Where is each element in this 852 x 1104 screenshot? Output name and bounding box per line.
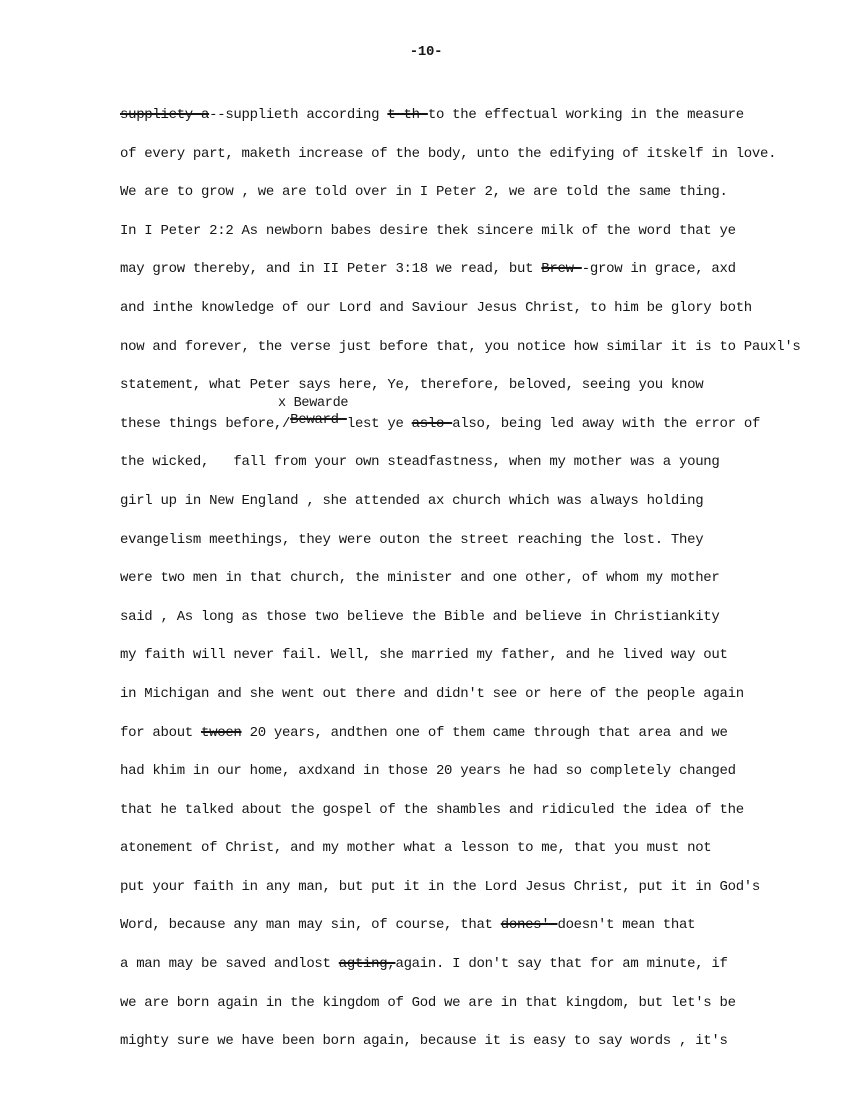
- text-line: [120, 96, 830, 135]
- text-segment: of every part, maketh increase of the body, unto the edifying of itskelf in love.: [120, 145, 777, 162]
- struck-text-segment: dones'-: [500, 917, 558, 934]
- text-segment: that he talked about the gospel of the shambles and ridiculed the idea of the: [120, 801, 744, 818]
- text-segment: were two men in that church, the minister and one other, of whom my mother: [120, 570, 720, 587]
- text-segment: and inthe knowledge of our Lord and Saviour Jesus Christ, to him be glory both: [120, 299, 752, 316]
- struck-text-segment: Brew-: [541, 261, 582, 278]
- struck-text-segment: twoen: [201, 724, 242, 741]
- struck-text-segment: t-th-: [387, 107, 428, 123]
- text-line: [120, 1022, 830, 1061]
- text-segment: my faith will never fail. Well, she married my father, and he lived way out: [120, 647, 728, 664]
- text-line: [120, 289, 830, 328]
- text-line: [120, 521, 830, 560]
- text-line: [120, 984, 830, 1023]
- text-segment: -grow in grace, axd: [581, 261, 736, 278]
- text-segment: now and forever, the verse just before that, you notice how similar it is to Pauxl's: [120, 338, 801, 355]
- text-segment: for about: [120, 724, 202, 741]
- text-segment: mighty sure we have been born again, because it is easy to say words , it's: [120, 1033, 728, 1050]
- text-line: [120, 752, 830, 791]
- text-segment: Word, because any man may sin, of course, that: [120, 917, 501, 934]
- page-number: -10-: [409, 44, 443, 60]
- text-segment: atonement of Christ, and my mother what a lesson to me, that you must not: [120, 840, 712, 857]
- text-line: [120, 482, 830, 521]
- text-segment: 20 years, andthen one of them came through that area and we: [241, 724, 728, 741]
- text-line: [120, 598, 830, 637]
- struck-text-segment: aslo-: [411, 415, 453, 432]
- text-line: [120, 791, 830, 830]
- text-line: [120, 675, 830, 714]
- struck-text-segment: agting,: [338, 956, 396, 973]
- text-line: [120, 443, 830, 482]
- text-segment: in Michigan and she went out there and didn't see or here of the people again: [120, 685, 744, 702]
- text-segment: the wicked, fall from your own steadfastness, when my mother was a young: [120, 454, 720, 471]
- text-segment: said , As long as those two believe the Bible and believe in Christiankity: [120, 608, 720, 625]
- text-line: [120, 212, 830, 251]
- text-segment: put your faith in any man, but put it in the Lord Jesus Christ, put it in God's: [120, 878, 761, 895]
- text-line: [120, 636, 830, 675]
- text-segment: we are born again in the kingdom of God we are in that kingdom, but let's be: [120, 994, 736, 1011]
- text-segment: to the effectual working in the measure: [427, 107, 744, 123]
- text-line: [120, 829, 830, 868]
- text-line: [120, 714, 830, 753]
- text-segment: may grow thereby, and in II Peter 3:18 we read, but: [120, 261, 542, 278]
- text-line: [120, 135, 830, 174]
- struck-text-segment: Beward-: [290, 411, 347, 428]
- text-line: [120, 559, 830, 598]
- text-segment: In I Peter 2:2 As newborn babes desire thek sincere milk of the word that ye: [120, 222, 736, 239]
- text-segment: again. I don't say that for am minute, if: [395, 956, 728, 973]
- text-line: [120, 906, 830, 945]
- text-segment: --supplieth according: [209, 107, 388, 123]
- text-segment: a man may be saved andlost: [120, 956, 339, 973]
- text-line: [120, 250, 830, 289]
- text-segment: lest ye: [346, 415, 412, 432]
- text-segment: statement, what Peter says here, Ye, therefore, beloved, seeing you know: [120, 377, 704, 394]
- text-line: [120, 328, 830, 367]
- text-segment: these things before,/: [120, 415, 291, 432]
- text-segment: also, being led away with the error of: [452, 415, 761, 432]
- text-line: [120, 366, 830, 405]
- text-segment: girl up in New England , she attended ax church which was always holding: [120, 492, 704, 509]
- typescript-body: [120, 96, 830, 1061]
- text-segment: We are to grow , we are told over in I Peter 2, we are told the same thing.: [120, 184, 728, 201]
- text-segment: had khim in our home, axdxand in those 20 years he had so completely changed: [120, 763, 736, 780]
- text-segment: doesn't mean that: [557, 917, 696, 934]
- text-line: [120, 868, 830, 907]
- text-segment: evangelism meethings, they were outon the street reaching the lost. They: [120, 531, 704, 548]
- text-line: [120, 173, 830, 212]
- struck-text-segment: suppliety a: [120, 107, 210, 123]
- text-segment: x Bewarde: [278, 395, 349, 411]
- text-line: [120, 945, 830, 984]
- text-line: [120, 405, 830, 444]
